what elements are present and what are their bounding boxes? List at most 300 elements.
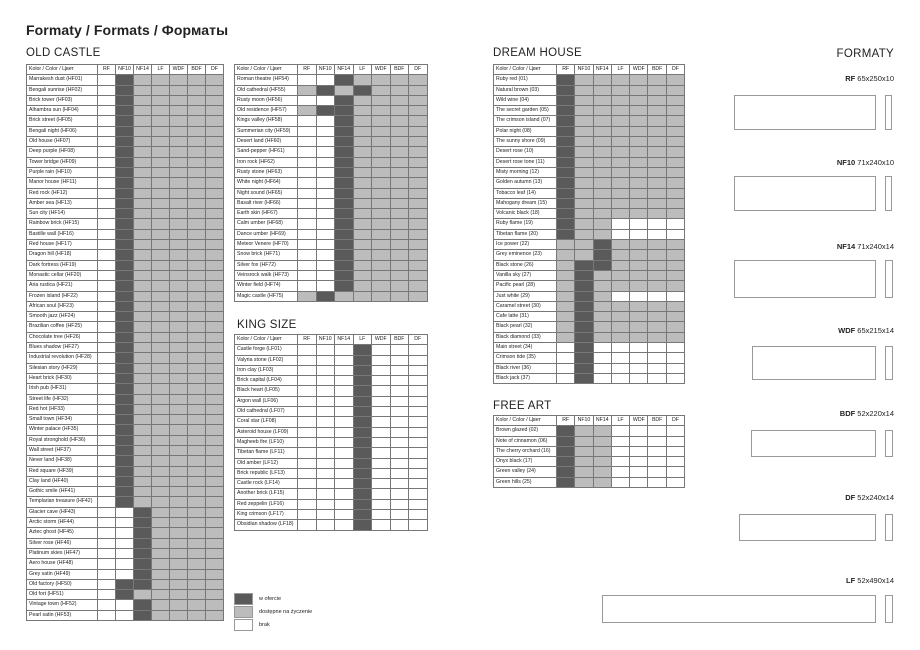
availability-none-cell: [372, 510, 391, 520]
availability-on-request-cell: [152, 579, 170, 589]
availability-offer-cell: [557, 198, 575, 208]
availability-on-request-cell: [593, 95, 611, 105]
availability-on-request-cell: [611, 322, 629, 332]
availability-none-cell: [335, 479, 354, 489]
availability-on-request-cell: [170, 610, 188, 620]
availability-on-request-cell: [206, 322, 224, 332]
availability-offer-cell: [316, 85, 335, 95]
availability-offer-cell: [335, 116, 354, 126]
availability-on-request-cell: [134, 240, 152, 250]
availability-none-cell: [611, 229, 629, 239]
availability-offer-cell: [575, 260, 593, 270]
availability-on-request-cell: [666, 301, 684, 311]
availability-on-request-cell: [152, 147, 170, 157]
availability-on-request-cell: [170, 528, 188, 538]
availability-on-request-cell: [409, 106, 428, 116]
availability-none-cell: [630, 343, 648, 353]
availability-none-cell: [98, 312, 116, 322]
color-name: Tibetan flame (LF11): [235, 448, 298, 458]
table-row: [27, 312, 224, 322]
table-row: [494, 137, 685, 147]
availability-on-request-cell: [593, 116, 611, 126]
availability-none-cell: [593, 363, 611, 373]
availability-offer-cell: [116, 116, 134, 126]
color-name: Rusty moon (HF56): [235, 95, 298, 105]
availability-on-request-cell: [593, 167, 611, 177]
legend-label-on-request: dostępne na życzenie: [259, 608, 313, 615]
format-face-bdf: [751, 430, 876, 457]
availability-on-request-cell: [666, 240, 684, 250]
table-row: [235, 520, 428, 530]
availability-none-cell: [611, 291, 629, 301]
availability-on-request-cell: [611, 116, 629, 126]
availability-offer-cell: [557, 137, 575, 147]
availability-on-request-cell: [372, 85, 391, 95]
format-face-nf14: [734, 260, 876, 298]
availability-none-cell: [298, 448, 317, 458]
availability-none-cell: [557, 363, 575, 373]
availability-on-request-cell: [372, 137, 391, 147]
table-row: [235, 468, 428, 478]
color-name: Obsidian shadow (LF18): [235, 520, 298, 530]
table-row: [494, 426, 685, 436]
color-name: Vintage town (HF52): [27, 600, 98, 610]
availability-on-request-cell: [152, 559, 170, 569]
availability-on-request-cell: [409, 126, 428, 136]
availability-on-request-cell: [188, 291, 206, 301]
table-row: [27, 343, 224, 353]
availability-none-cell: [335, 520, 354, 530]
table-row: [494, 373, 685, 383]
availability-on-request-cell: [372, 260, 391, 270]
availability-none-cell: [316, 137, 335, 147]
availability-offer-cell: [116, 126, 134, 136]
availability-on-request-cell: [188, 209, 206, 219]
availability-none-cell: [611, 373, 629, 383]
availability-none-cell: [98, 301, 116, 311]
availability-on-request-cell: [593, 106, 611, 116]
availability-none-cell: [316, 479, 335, 489]
availability-on-request-cell: [188, 394, 206, 404]
color-name: Snow brick (HF71): [235, 250, 298, 260]
availability-on-request-cell: [170, 569, 188, 579]
availability-on-request-cell: [188, 116, 206, 126]
availability-offer-cell: [557, 95, 575, 105]
availability-on-request-cell: [152, 240, 170, 250]
availability-on-request-cell: [134, 312, 152, 322]
availability-on-request-cell: [611, 301, 629, 311]
availability-none-cell: [390, 386, 409, 396]
availability-on-request-cell: [188, 425, 206, 435]
header-color-name: Kolor / Color / Цвет: [494, 65, 557, 75]
legend-label-offer: w ofercie: [259, 595, 282, 602]
table-header-row: [235, 335, 428, 345]
availability-none-cell: [335, 468, 354, 478]
availability-offer-cell: [593, 250, 611, 260]
availability-on-request-cell: [206, 116, 224, 126]
availability-none-cell: [557, 353, 575, 363]
availability-offer-cell: [557, 126, 575, 136]
availability-none-cell: [648, 373, 666, 383]
availability-on-request-cell: [206, 476, 224, 486]
availability-none-cell: [409, 427, 428, 437]
color-name: Bengali sunrise (HF02): [27, 85, 98, 95]
format-side-nf10: [885, 176, 892, 211]
availability-offer-cell: [557, 446, 575, 456]
table-row: [27, 229, 224, 239]
table-row: [27, 167, 224, 177]
availability-none-cell: [98, 610, 116, 620]
availability-on-request-cell: [206, 373, 224, 383]
table-row: [494, 240, 685, 250]
dream-house-table: [493, 64, 685, 384]
availability-none-cell: [666, 373, 684, 383]
availability-on-request-cell: [353, 75, 372, 85]
table-row: [27, 188, 224, 198]
availability-on-request-cell: [593, 446, 611, 456]
availability-none-cell: [409, 499, 428, 509]
availability-offer-cell: [116, 497, 134, 507]
availability-on-request-cell: [648, 260, 666, 270]
availability-none-cell: [630, 426, 648, 436]
availability-on-request-cell: [152, 548, 170, 558]
availability-none-cell: [648, 436, 666, 446]
availability-on-request-cell: [666, 147, 684, 157]
table-row: [27, 281, 224, 291]
availability-on-request-cell: [630, 322, 648, 332]
availability-on-request-cell: [170, 116, 188, 126]
availability-none-cell: [298, 219, 317, 229]
availability-on-request-cell: [152, 312, 170, 322]
availability-offer-cell: [116, 301, 134, 311]
availability-none-cell: [666, 353, 684, 363]
availability-on-request-cell: [409, 137, 428, 147]
availability-on-request-cell: [666, 250, 684, 260]
availability-on-request-cell: [152, 75, 170, 85]
table-row: [494, 219, 685, 229]
availability-none-cell: [316, 178, 335, 188]
availability-offer-cell: [116, 590, 134, 600]
availability-on-request-cell: [170, 518, 188, 528]
availability-on-request-cell: [170, 178, 188, 188]
header-format: WDF: [630, 416, 648, 426]
color-name: Misty morning (12): [494, 167, 557, 177]
availability-none-cell: [298, 281, 317, 291]
availability-none-cell: [630, 363, 648, 373]
availability-offer-cell: [353, 85, 372, 95]
availability-none-cell: [98, 394, 116, 404]
table-row: [27, 559, 224, 569]
availability-on-request-cell: [372, 188, 391, 198]
format-side-nf14: [885, 260, 893, 298]
table-row: [235, 427, 428, 437]
table-row: [494, 198, 685, 208]
format-label-bdf: [840, 409, 894, 418]
format-code: NF14: [836, 242, 856, 251]
header-format: LF: [152, 65, 170, 75]
color-name: Note of cinnamon (06): [494, 436, 557, 446]
format-face-wdf: [752, 346, 876, 380]
table-row: [27, 178, 224, 188]
king-size-table: [234, 334, 428, 531]
table-row: [27, 476, 224, 486]
availability-on-request-cell: [206, 137, 224, 147]
availability-none-cell: [98, 466, 116, 476]
availability-none-cell: [298, 345, 317, 355]
availability-on-request-cell: [206, 106, 224, 116]
availability-on-request-cell: [188, 559, 206, 569]
availability-on-request-cell: [188, 137, 206, 147]
format-side-bdf: [885, 430, 893, 457]
availability-on-request-cell: [353, 188, 372, 198]
availability-on-request-cell: [134, 487, 152, 497]
availability-on-request-cell: [206, 157, 224, 167]
availability-offer-cell: [134, 538, 152, 548]
availability-none-cell: [298, 396, 317, 406]
availability-offer-cell: [116, 322, 134, 332]
availability-on-request-cell: [593, 219, 611, 229]
availability-on-request-cell: [152, 229, 170, 239]
availability-on-request-cell: [152, 219, 170, 229]
availability-none-cell: [335, 448, 354, 458]
table-row: [235, 376, 428, 386]
availability-offer-cell: [335, 75, 354, 85]
availability-offer-cell: [116, 260, 134, 270]
availability-none-cell: [98, 600, 116, 610]
availability-none-cell: [298, 95, 317, 105]
availability-offer-cell: [557, 167, 575, 177]
availability-none-cell: [98, 497, 116, 507]
availability-on-request-cell: [630, 260, 648, 270]
format-side-df: [885, 514, 893, 541]
availability-offer-cell: [116, 167, 134, 177]
availability-none-cell: [390, 499, 409, 509]
availability-on-request-cell: [206, 363, 224, 373]
availability-on-request-cell: [390, 270, 409, 280]
availability-none-cell: [98, 126, 116, 136]
availability-on-request-cell: [134, 95, 152, 105]
availability-on-request-cell: [557, 281, 575, 291]
availability-none-cell: [98, 445, 116, 455]
availability-on-request-cell: [152, 363, 170, 373]
header-color-name: Kolor / Color / Цвет: [494, 416, 557, 426]
availability-on-request-cell: [335, 85, 354, 95]
availability-on-request-cell: [409, 260, 428, 270]
availability-on-request-cell: [575, 446, 593, 456]
availability-none-cell: [98, 548, 116, 558]
table-row: [235, 85, 428, 95]
availability-none-cell: [611, 477, 629, 487]
color-name: Main street (34): [494, 343, 557, 353]
availability-none-cell: [409, 448, 428, 458]
availability-on-request-cell: [134, 291, 152, 301]
availability-offer-cell: [116, 579, 134, 589]
availability-on-request-cell: [152, 188, 170, 198]
availability-on-request-cell: [134, 394, 152, 404]
color-name: Aria rustica (HF21): [27, 281, 98, 291]
availability-on-request-cell: [188, 95, 206, 105]
availability-on-request-cell: [611, 188, 629, 198]
availability-on-request-cell: [134, 301, 152, 311]
table-row: [235, 75, 428, 85]
format-code: DF: [845, 493, 856, 502]
availability-none-cell: [630, 446, 648, 456]
table-row: [494, 312, 685, 322]
availability-on-request-cell: [206, 75, 224, 85]
header-format: NF14: [134, 65, 152, 75]
availability-none-cell: [316, 260, 335, 270]
availability-on-request-cell: [170, 209, 188, 219]
availability-on-request-cell: [575, 477, 593, 487]
availability-on-request-cell: [372, 219, 391, 229]
availability-none-cell: [316, 167, 335, 177]
color-name: Old amber (LF12): [235, 458, 298, 468]
availability-none-cell: [98, 147, 116, 157]
availability-on-request-cell: [666, 312, 684, 322]
availability-none-cell: [98, 363, 116, 373]
availability-on-request-cell: [152, 487, 170, 497]
availability-on-request-cell: [575, 178, 593, 188]
availability-on-request-cell: [170, 497, 188, 507]
table-row: [27, 95, 224, 105]
availability-on-request-cell: [134, 404, 152, 414]
availability-on-request-cell: [170, 147, 188, 157]
color-name: Polar night (08): [494, 126, 557, 136]
availability-none-cell: [316, 198, 335, 208]
table-row: [235, 499, 428, 509]
availability-on-request-cell: [152, 476, 170, 486]
availability-on-request-cell: [188, 579, 206, 589]
availability-on-request-cell: [170, 106, 188, 116]
availability-none-cell: [630, 291, 648, 301]
availability-on-request-cell: [188, 435, 206, 445]
color-name: King crimson (LF17): [235, 510, 298, 520]
availability-none-cell: [409, 479, 428, 489]
availability-offer-cell: [134, 548, 152, 558]
availability-on-request-cell: [575, 457, 593, 467]
table-row: [235, 250, 428, 260]
availability-offer-cell: [116, 425, 134, 435]
availability-on-request-cell: [170, 343, 188, 353]
availability-on-request-cell: [630, 147, 648, 157]
availability-on-request-cell: [152, 590, 170, 600]
availability-offer-cell: [557, 157, 575, 167]
table-row: [235, 355, 428, 365]
availability-on-request-cell: [372, 209, 391, 219]
availability-none-cell: [390, 479, 409, 489]
availability-none-cell: [116, 548, 134, 558]
availability-none-cell: [316, 417, 335, 427]
table-row: [235, 365, 428, 375]
availability-offer-cell: [353, 468, 372, 478]
availability-on-request-cell: [152, 291, 170, 301]
availability-on-request-cell: [188, 373, 206, 383]
availability-none-cell: [390, 458, 409, 468]
availability-on-request-cell: [134, 476, 152, 486]
availability-on-request-cell: [593, 332, 611, 342]
availability-on-request-cell: [593, 137, 611, 147]
header-format: RF: [298, 65, 317, 75]
format-label-df: [845, 493, 894, 502]
availability-on-request-cell: [666, 137, 684, 147]
availability-none-cell: [648, 426, 666, 436]
availability-on-request-cell: [188, 178, 206, 188]
table-row: [27, 116, 224, 126]
availability-offer-cell: [335, 126, 354, 136]
availability-on-request-cell: [188, 569, 206, 579]
availability-offer-cell: [116, 250, 134, 260]
availability-on-request-cell: [390, 167, 409, 177]
availability-none-cell: [298, 188, 317, 198]
availability-on-request-cell: [152, 85, 170, 95]
old-castle-table-continued: [234, 64, 428, 302]
color-name: Purple rain (HF10): [27, 167, 98, 177]
availability-offer-cell: [557, 147, 575, 157]
availability-offer-cell: [335, 250, 354, 260]
availability-none-cell: [98, 322, 116, 332]
availability-on-request-cell: [409, 270, 428, 280]
availability-on-request-cell: [170, 250, 188, 260]
availability-offer-cell: [116, 281, 134, 291]
availability-none-cell: [98, 270, 116, 280]
availability-on-request-cell: [353, 240, 372, 250]
header-color-name: Kolor / Color / Цвет: [235, 335, 298, 345]
availability-on-request-cell: [188, 157, 206, 167]
table-row: [494, 291, 685, 301]
availability-on-request-cell: [134, 198, 152, 208]
availability-on-request-cell: [188, 229, 206, 239]
availability-on-request-cell: [170, 85, 188, 95]
color-name: Grey eminence (23): [494, 250, 557, 260]
format-side-wdf: [885, 346, 893, 380]
availability-none-cell: [98, 240, 116, 250]
header-format: WDF: [372, 335, 391, 345]
availability-on-request-cell: [630, 209, 648, 219]
availability-offer-cell: [116, 85, 134, 95]
availability-none-cell: [98, 487, 116, 497]
table-row: [235, 240, 428, 250]
availability-on-request-cell: [372, 198, 391, 208]
availability-none-cell: [316, 448, 335, 458]
availability-on-request-cell: [372, 147, 391, 157]
availability-offer-cell: [116, 229, 134, 239]
color-name: Calm umber (HF68): [235, 219, 298, 229]
availability-on-request-cell: [188, 322, 206, 332]
availability-offer-cell: [316, 291, 335, 301]
availability-on-request-cell: [648, 322, 666, 332]
format-face-df: [739, 514, 876, 541]
availability-on-request-cell: [170, 157, 188, 167]
availability-none-cell: [298, 355, 317, 365]
color-name: Brick street (HF05): [27, 116, 98, 126]
availability-on-request-cell: [170, 270, 188, 280]
color-name: Ice power (22): [494, 240, 557, 250]
color-name: Tower bridge (HF09): [27, 157, 98, 167]
availability-on-request-cell: [152, 507, 170, 517]
availability-none-cell: [372, 396, 391, 406]
table-row: [494, 457, 685, 467]
header-format: NF10: [575, 416, 593, 426]
color-name: Natural brown (03): [494, 85, 557, 95]
availability-offer-cell: [335, 209, 354, 219]
availability-none-cell: [298, 376, 317, 386]
availability-on-request-cell: [188, 147, 206, 157]
availability-none-cell: [593, 353, 611, 363]
availability-on-request-cell: [353, 198, 372, 208]
availability-on-request-cell: [134, 343, 152, 353]
availability-on-request-cell: [206, 415, 224, 425]
availability-offer-cell: [353, 396, 372, 406]
